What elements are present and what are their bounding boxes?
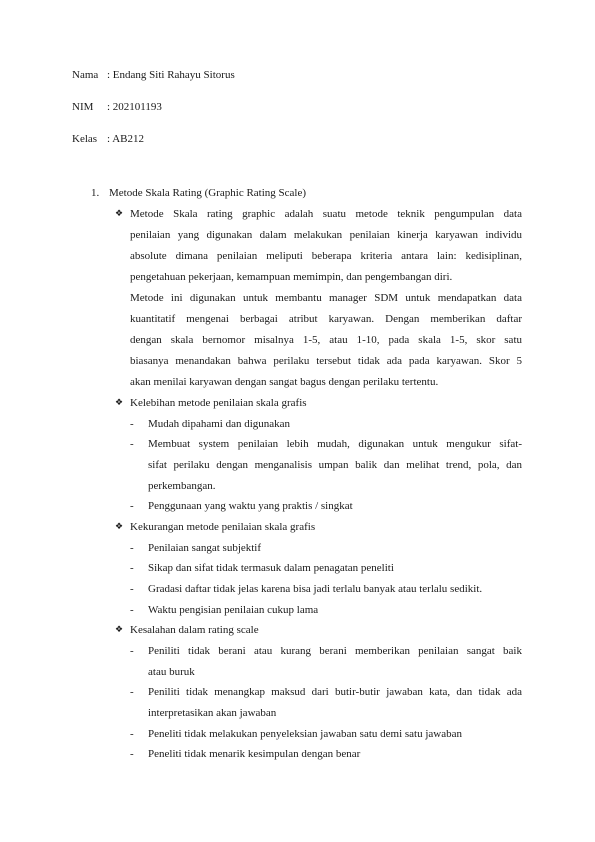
dash-bullet: - bbox=[130, 686, 134, 698]
disadvantage-item: Waktu pengisian penilaian cukup lama bbox=[148, 604, 319, 616]
disadvantage-item: Sikap dan sifat tidak termasuk dalam penagatan peneliti bbox=[148, 562, 394, 574]
dash-bullet: - bbox=[130, 748, 134, 760]
error-item: Peneliti tidak menarik kesimpulan dengan benar bbox=[148, 748, 361, 760]
class-value: : AB212 bbox=[107, 133, 144, 145]
dash-bullet: - bbox=[130, 542, 134, 554]
advantage-item: Penggunaan yang waktu yang praktis / singkat bbox=[148, 500, 353, 512]
diamond-bullet-icon: ❖ bbox=[115, 398, 124, 408]
dash-bullet: - bbox=[130, 562, 134, 574]
dash-bullet: - bbox=[130, 604, 134, 616]
definition-line: absolute dimana penilaian meliputi beberapa kriteria antara lain: kedisiplinan, bbox=[130, 250, 522, 262]
class-label: Kelas bbox=[72, 133, 98, 145]
diamond-bullet-icon: ❖ bbox=[115, 625, 124, 635]
advantage-item-cont: perkembangan. bbox=[148, 480, 216, 492]
error-item: Peniliti tidak berani atau kurang berani memberikan penilaian sangat baik bbox=[148, 645, 522, 657]
definition-line: akan menilai karyawan dengan sangat bagus dengan perilaku tertentu. bbox=[130, 376, 439, 388]
dash-bullet: - bbox=[130, 583, 134, 595]
diamond-bullet-icon: ❖ bbox=[115, 522, 124, 532]
disadvantage-item: Gradasi daftar tidak jelas karena bisa jadi terlalu banyak atau terlalu sedikit. bbox=[148, 583, 483, 595]
definition-line: biasanya menandakan bahwa perilaku tersebut tidak ada pada karyawan. Skor 5 bbox=[130, 355, 522, 367]
nim-label: NIM bbox=[72, 101, 94, 113]
error-item: Peniliti tidak menangkap maksud dari butir-butir jawaban kata, dan tidak ada bbox=[148, 686, 522, 698]
advantage-item: Mudah dipahami dan digunakan bbox=[148, 418, 291, 430]
dash-bullet: - bbox=[130, 418, 134, 430]
errors-heading: Kesalahan dalam rating scale bbox=[130, 624, 259, 636]
error-item-cont: atau buruk bbox=[148, 666, 195, 678]
nim-value: : 202101193 bbox=[107, 101, 162, 113]
section-title: Metode Skala Rating (Graphic Rating Scale) bbox=[109, 187, 307, 199]
definition-line: Metode ini digunakan untuk membantu manager SDM untuk mendapatkan data bbox=[130, 292, 522, 304]
name-value: : Endang Siti Rahayu Sitorus bbox=[107, 69, 235, 81]
advantage-item: Membuat system penilaian lebih mudah, digunakan untuk mengukur sifat- bbox=[148, 438, 522, 450]
definition-line: pengetahuan pekerjaan, kemampuan memimpin, dan pengembangan diri. bbox=[130, 271, 453, 283]
dash-bullet: - bbox=[130, 728, 134, 740]
section-number: 1. bbox=[91, 187, 100, 199]
disadvantage-item: Penilaian sangat subjektif bbox=[148, 542, 262, 554]
dash-bullet: - bbox=[130, 645, 134, 657]
error-item-cont: interpretasikan akan jawaban bbox=[148, 707, 277, 719]
definition-heading: Metode Skala rating graphic adalah suatu metode teknik pengumpulan data bbox=[130, 208, 522, 220]
dash-bullet: - bbox=[130, 500, 134, 512]
advantages-heading: Kelebihan metode penilaian skala grafis bbox=[130, 397, 307, 409]
diamond-bullet-icon: ❖ bbox=[115, 209, 124, 219]
definition-line: penilaian yang digunakan dalam melakukan penilaian kinerja karyawan individu bbox=[130, 229, 522, 241]
error-item: Peneliti tidak melakukan penyeleksian jawaban satu demi satu jawaban bbox=[148, 728, 463, 740]
dash-bullet: - bbox=[130, 438, 134, 450]
definition-line: kuantitatif mengenai berbagai atribut karyawan. Dengan memberikan daftar bbox=[130, 313, 522, 325]
disadvantages-heading: Kekurangan metode penilaian skala grafis bbox=[130, 521, 316, 533]
name-label: Nama bbox=[72, 69, 99, 81]
advantage-item-cont: sifat perilaku dengan menganalisis umpan balik dan melihat trend, pola, dan bbox=[148, 459, 522, 471]
definition-line: dengan skala bernomor misalnya 1-5, atau 1-10, pada skala 1-5, skor satu bbox=[130, 334, 522, 346]
